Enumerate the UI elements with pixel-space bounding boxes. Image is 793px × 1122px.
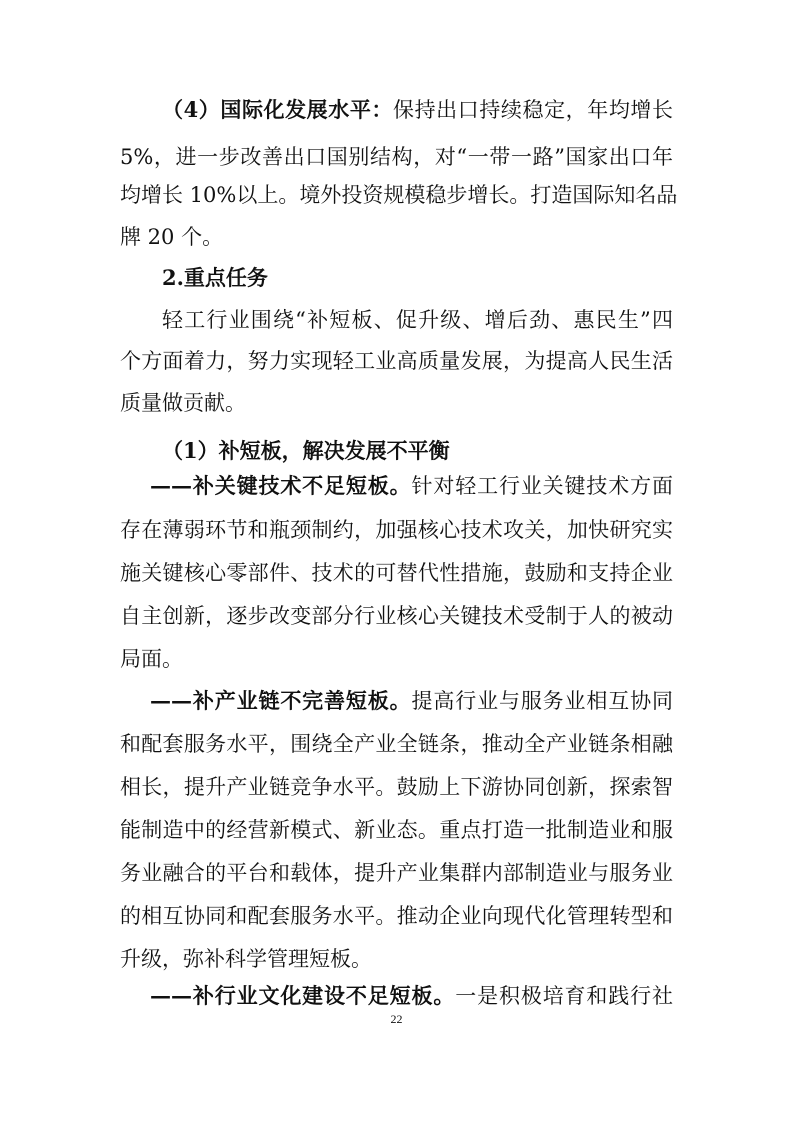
paragraph-international-line-2: 5%，进一步改善出口国别结构，对“一带一路”国家出口年 [120, 145, 673, 169]
paragraph-key-tech-line-3: 施关键核心零部件、技术的可替代性措施，鼓励和支持企业 [120, 561, 673, 585]
paragraph-international-line-1: （4）国际化发展水平：保持出口持续稳定，年均增长 [162, 97, 673, 122]
paragraph-culture-line-1: ——补行业文化建设不足短板。一是积极培育和践行社 [150, 983, 674, 1008]
paragraph-industry-chain-line-6: 的相互协同和配套服务水平。推动企业向现代化管理转型和 [120, 904, 673, 928]
paragraph-key-tech-line-4: 自主创新，逐步改变部分行业核心关键技术受制于人的被动 [120, 604, 673, 628]
paragraph-international-line-4: 牌 20 个。 [120, 225, 224, 249]
paragraph-industry-chain-line-5: 务业融合的平台和载体，提升产业集群内部制造业与服务业 [120, 861, 673, 885]
item-heading-key-tech: ——补关键技术不足短板。 [150, 473, 412, 498]
subheading-fill-shortcomings: （1）补短板，解决发展不平衡 [162, 438, 450, 463]
paragraph-intro-line-1: 轻工行业围绕“补短板、促升级、增后劲、惠民生”四 [162, 308, 673, 332]
paragraph-key-tech-line-2: 存在薄弱环节和瓶颈制约，加强核心技术攻关，加快研究实 [120, 518, 673, 542]
paragraph-industry-chain-line-3: 相长，提升产业链竞争水平。鼓励上下游协同创新，探索智 [120, 775, 673, 799]
subheading-international: （4）国际化发展水平： [162, 97, 394, 122]
paragraph-intro-line-2: 个方面着力，努力实现轻工业高质量发展，为提高人民生活 [120, 349, 673, 373]
paragraph-key-tech-line-1: ——补关键技术不足短板。针对轻工行业关键技术方面 [150, 473, 673, 498]
item-heading-industry-culture: ——补行业文化建设不足短板。 [150, 983, 456, 1008]
paragraph-industry-chain-line-4: 能制造中的经营新模式、新业态。重点打造一批制造业和服 [120, 818, 673, 842]
item-heading-industry-chain: ——补产业链不完善短板。 [150, 688, 412, 713]
paragraph-key-tech-line-5: 局面。 [120, 647, 183, 671]
paragraph-intro-line-3: 质量做贡献。 [120, 391, 246, 415]
section-heading-key-tasks: 2.重点任务 [162, 265, 268, 290]
paragraph-international-line-3: 均增长 10%以上。境外投资规模稳步增长。打造国际知名品 [120, 183, 678, 207]
page-number: 22 [390, 1012, 403, 1026]
paragraph-industry-chain-line-1: ——补产业链不完善短板。提高行业与服务业相互协同 [150, 688, 673, 713]
paragraph-industry-chain-line-2: 和配套服务水平，围绕全产业全链条，推动全产业链条相融 [120, 732, 673, 756]
paragraph-industry-chain-line-7: 升级，弥补科学管理短板。 [120, 947, 372, 971]
